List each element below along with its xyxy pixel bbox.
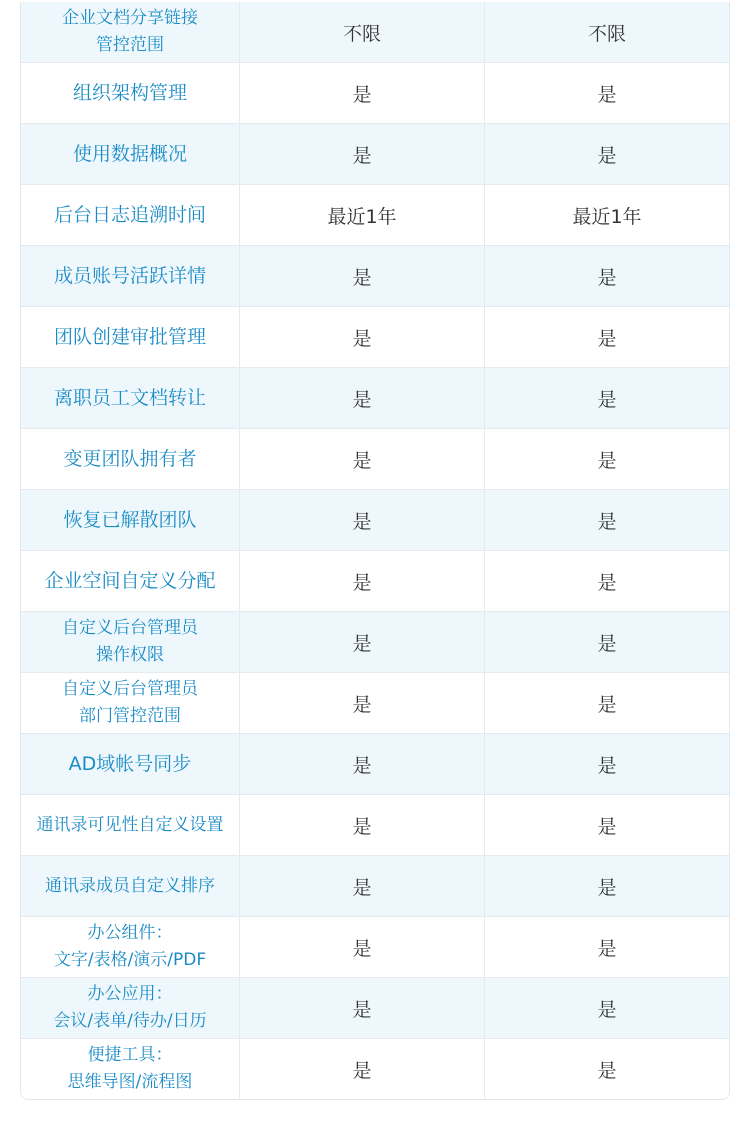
- plan-a-value-cell: 是: [240, 429, 485, 489]
- plan-a-value-cell: 是: [240, 673, 485, 733]
- feature-name-line: 后台日志追溯时间: [53, 203, 206, 226]
- feature-name-line: 便捷工具：: [87, 1045, 173, 1065]
- table-row: [21, 551, 729, 612]
- plan-a-value-cell: 是: [240, 612, 485, 672]
- table-row: [21, 185, 729, 246]
- feature-name-cell: [21, 551, 240, 611]
- feature-name-line: 操作权限: [96, 645, 164, 665]
- table-row: [21, 1039, 729, 1099]
- feature-name-cell: [21, 246, 240, 306]
- feature-name-cell: [21, 124, 240, 184]
- feature-name-line: 自定义后台管理员: [62, 618, 198, 638]
- table-row: [21, 429, 729, 490]
- feature-name-line: 成员账号活跃详情: [53, 264, 206, 287]
- plan-b-value-cell: 是: [597, 1059, 617, 1082]
- table-row: [21, 856, 729, 917]
- feature-name-line: 团队创建审批管理: [53, 325, 206, 348]
- plan-a-value-cell: 是: [240, 63, 485, 123]
- plan-a-value-cell: 是: [240, 307, 485, 367]
- plan-b-value-cell: 是: [597, 388, 617, 411]
- feature-name-line: 管控范围: [96, 35, 164, 55]
- plan-b-value-cell: 不限: [587, 22, 626, 45]
- plan-b-value-cell: 是: [597, 693, 617, 716]
- feature-name-line: 离职员工文档转让: [53, 386, 206, 409]
- plan-a-value-cell: 不限: [240, 2, 485, 62]
- feature-name-cell: [21, 612, 240, 672]
- feature-name-line: AD域帐号同步: [68, 752, 192, 775]
- table-row: [21, 795, 729, 856]
- plan-a-value-cell: 是: [240, 551, 485, 611]
- feature-comparison-table: [20, 2, 730, 1100]
- feature-name-line: 部门管控范围: [79, 706, 181, 726]
- plan-a-value-cell: 是: [240, 917, 485, 977]
- plan-b-value-cell: 是: [597, 327, 617, 350]
- feature-name-line: 通讯录成员自定义排序: [45, 875, 215, 896]
- plan-b-value-cell: 是: [597, 510, 617, 533]
- plan-b-value-cell: 是: [597, 876, 617, 899]
- feature-name-cell: [21, 917, 240, 977]
- plan-a-value-cell: 是: [240, 368, 485, 428]
- plan-b-value-cell: 是: [597, 144, 617, 167]
- feature-name-line: 恢复已解散团队: [63, 508, 197, 531]
- table-row: [21, 368, 729, 429]
- plan-b-value-cell: 是: [597, 815, 617, 838]
- feature-name-cell: [21, 63, 240, 123]
- table-row: [21, 490, 729, 551]
- table-row: [21, 246, 729, 307]
- plan-b-value-cell: 是: [597, 83, 617, 106]
- plan-a-value-cell: 是: [240, 124, 485, 184]
- plan-b-value-cell: 是: [597, 449, 617, 472]
- table-row: [21, 63, 729, 124]
- plan-b-value-cell: 是: [597, 754, 617, 777]
- feature-name-line: 办公应用：: [87, 984, 173, 1004]
- table-row: [21, 124, 729, 185]
- feature-name-line: 企业文档分享链接: [62, 8, 198, 28]
- table-row: [21, 2, 729, 63]
- plan-a-value-cell: 是: [240, 246, 485, 306]
- plan-a-value-cell: 是: [240, 795, 485, 855]
- feature-name-cell: [21, 856, 240, 916]
- table-row: [21, 612, 729, 673]
- feature-name-cell: [21, 2, 240, 62]
- feature-name-line: 通讯录可见性自定义设置: [36, 814, 224, 835]
- plan-b-value-cell: 是: [597, 266, 617, 289]
- feature-name-line: 变更团队拥有者: [63, 447, 197, 470]
- plan-a-value-cell: 是: [240, 978, 485, 1038]
- table-row: [21, 978, 729, 1039]
- feature-name-cell: [21, 978, 240, 1038]
- plan-b-value-cell: 是: [597, 998, 617, 1021]
- feature-name-cell: [21, 673, 240, 733]
- feature-name-line: 使用数据概况: [72, 142, 187, 165]
- feature-name-cell: [21, 490, 240, 550]
- plan-a-value-cell: 是: [240, 490, 485, 550]
- plan-a-value-cell: 是: [240, 734, 485, 794]
- plan-b-value-cell: 最近1年: [572, 205, 642, 228]
- feature-name-cell: [21, 1039, 240, 1099]
- plan-b-value-cell: 是: [597, 937, 617, 960]
- plan-b-value-cell: 是: [597, 571, 617, 594]
- feature-name-line: 文字/表格/演示/PDF: [53, 950, 207, 970]
- feature-name-cell: [21, 307, 240, 367]
- feature-name-line: 组织架构管理: [72, 81, 187, 104]
- table-row: [21, 917, 729, 978]
- feature-name-line: 企业空间自定义分配: [44, 569, 216, 592]
- plan-a-value-cell: 是: [240, 856, 485, 916]
- table-row: [21, 673, 729, 734]
- feature-name-line: 思维导图/流程图: [67, 1072, 193, 1092]
- table-row: [21, 734, 729, 795]
- feature-name-cell: [21, 734, 240, 794]
- feature-name-cell: [21, 429, 240, 489]
- feature-name-cell: [21, 795, 240, 855]
- feature-name-line: 自定义后台管理员: [62, 679, 198, 699]
- plan-a-value-cell: 是: [240, 1039, 485, 1099]
- plan-a-value-cell: 最近1年: [240, 185, 485, 245]
- plan-b-value-cell: 是: [597, 632, 617, 655]
- table-row: [21, 307, 729, 368]
- feature-name-cell: [21, 368, 240, 428]
- feature-name-line: 办公组件：: [87, 923, 173, 943]
- feature-name-line: 会议/表单/待办/日历: [53, 1011, 207, 1031]
- feature-name-cell: [21, 185, 240, 245]
